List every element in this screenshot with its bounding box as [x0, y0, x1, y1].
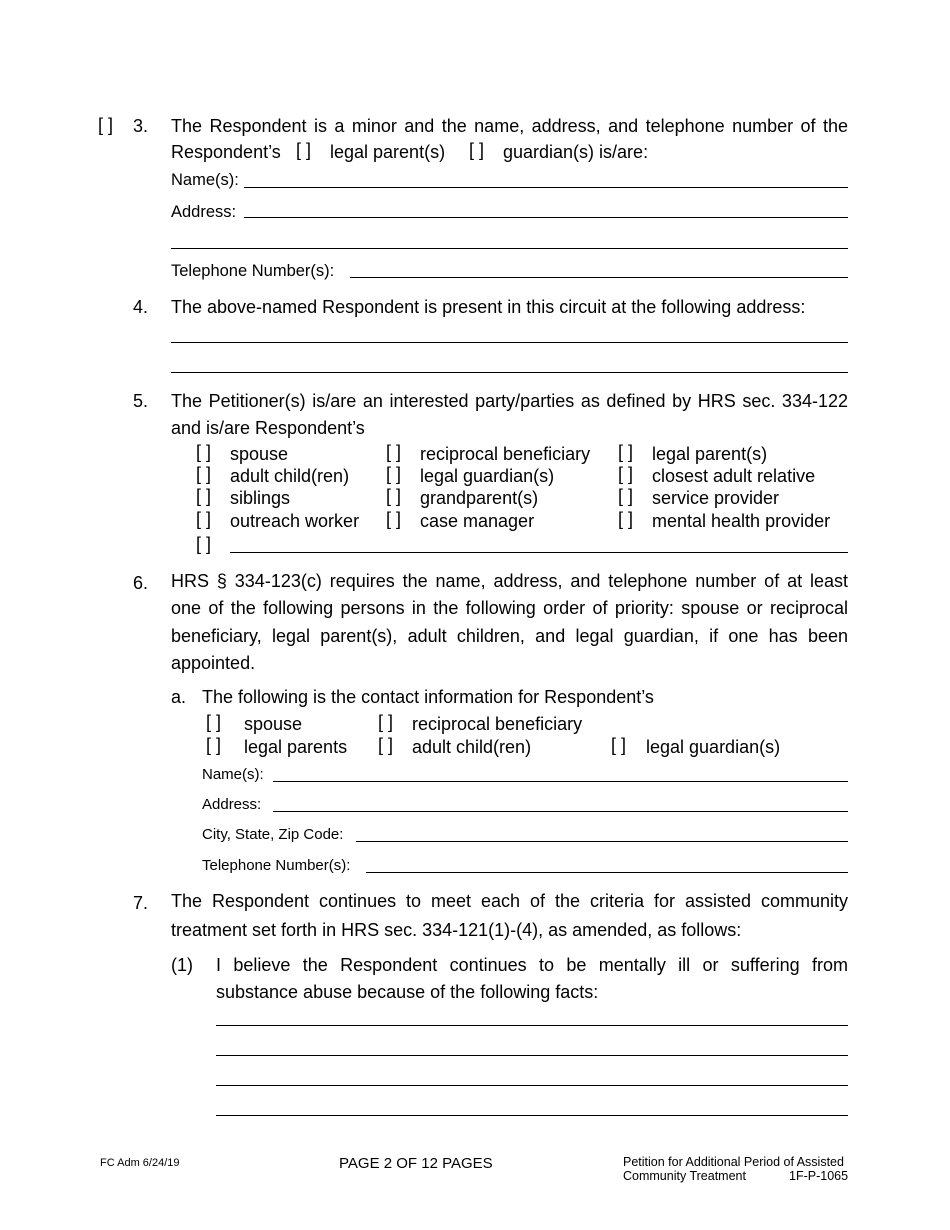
item6-text-line1: HRS § 334-123(c) requires the name, address, and telephone number of at least	[171, 571, 848, 591]
closest-adult-relative-checkbox[interactable]: [ ]	[618, 464, 634, 484]
contact-reciprocal-beneficiary-checkbox[interactable]: [ ]	[378, 712, 394, 732]
outreach-worker-label: outreach worker	[230, 511, 360, 531]
item6-text-line2: one of the following persons in the following order of priority: spouse or reciprocal	[171, 598, 848, 618]
case-manager-label: case manager	[420, 511, 535, 531]
adult-children-checkbox[interactable]: [ ]	[196, 464, 212, 484]
present-address-field-line2[interactable]	[171, 372, 848, 373]
item3-text-line2: Respondent’s	[171, 142, 281, 162]
contact-spouse-checkbox[interactable]: [ ]	[206, 712, 222, 732]
item7-text-line1: The Respondent continues to meet each of the criteria for assisted community	[171, 891, 848, 911]
telephone-field[interactable]	[350, 277, 848, 278]
spouse-label: spouse	[230, 444, 289, 464]
case-manager-checkbox[interactable]: [ ]	[386, 509, 402, 529]
outreach-worker-checkbox[interactable]: [ ]	[196, 509, 212, 529]
item3-number: 3.	[133, 116, 149, 136]
other-relationship-field[interactable]	[230, 552, 848, 553]
contact-legal-parents-label: legal parents	[244, 737, 348, 757]
contact-telephone-label: Telephone Number(s):	[202, 857, 351, 874]
names-label: Name(s):	[171, 171, 239, 189]
contact-names-label: Name(s):	[202, 766, 264, 783]
item7-sub1-text-line1: I believe the Respondent continues to be mentally ill or suffering from	[216, 955, 848, 975]
legal-parents-checkbox[interactable]: [ ]	[618, 442, 634, 462]
footer-title-line1: Petition for Additional Period of Assisted	[623, 1155, 844, 1169]
item5-number: 5.	[133, 391, 149, 411]
contact-legal-guardian-label: legal guardian(s)	[646, 737, 781, 757]
mental-health-provider-label: mental health provider	[652, 511, 831, 531]
guardian-checkbox[interactable]: [ ]	[469, 140, 485, 160]
grandparents-label: grandparent(s)	[420, 488, 539, 508]
address-label: Address:	[171, 203, 237, 221]
contact-spouse-label: spouse	[244, 714, 303, 734]
contact-names-field[interactable]	[273, 781, 848, 782]
reciprocal-beneficiary-checkbox[interactable]: [ ]	[386, 442, 402, 462]
contact-adult-children-checkbox[interactable]: [ ]	[378, 735, 394, 755]
contact-city-field[interactable]	[356, 841, 848, 842]
contact-address-field[interactable]	[273, 811, 848, 812]
siblings-checkbox[interactable]: [ ]	[196, 486, 212, 506]
item6a-letter: a.	[171, 687, 187, 707]
item7-sub1-text-line2: substance abuse because of the following facts:	[216, 982, 599, 1002]
footer-page-number: PAGE 2 OF 12 PAGES	[339, 1155, 493, 1172]
item6-text-line3: beneficiary, legal parent(s), adult children, and legal guardian, if one has been	[171, 626, 848, 646]
item5-text-line1: The Petitioner(s) is/are an interested party/parties as defined by HRS sec. 334-122	[171, 391, 848, 411]
legal-parents-label: legal parent(s)	[652, 444, 768, 464]
telephone-label: Telephone Number(s):	[171, 262, 335, 280]
item4-text: The above-named Respondent is present in this circuit at the following address:	[171, 297, 806, 317]
address-field[interactable]	[244, 217, 848, 218]
closest-adult-relative-label: closest adult relative	[652, 466, 816, 486]
address-field-line2[interactable]	[171, 248, 848, 249]
item6a-text: The following is the contact information for Respondent’s	[202, 687, 654, 707]
contact-telephone-field[interactable]	[366, 872, 848, 873]
guardian-label: guardian(s) is/are:	[503, 142, 649, 162]
legal-guardian-label: legal guardian(s)	[420, 466, 555, 486]
contact-city-label: City, State, Zip Code:	[202, 826, 344, 843]
facts-field-line4[interactable]	[216, 1115, 848, 1116]
item7-text-line2: treatment set forth in HRS sec. 334-121(1)-(4), as amended, as follows:	[171, 920, 742, 940]
footer-form-number: 1F-P-1065	[789, 1169, 849, 1183]
grandparents-checkbox[interactable]: [ ]	[386, 486, 402, 506]
legal-parent-checkbox[interactable]: [ ]	[296, 140, 312, 160]
siblings-label: siblings	[230, 488, 291, 508]
contact-legal-guardian-checkbox[interactable]: [ ]	[611, 735, 627, 755]
facts-field-line3[interactable]	[216, 1085, 848, 1086]
legal-guardian-checkbox[interactable]: [ ]	[386, 464, 402, 484]
item4-number: 4.	[133, 297, 149, 317]
item6-text-line4: appointed.	[171, 653, 256, 673]
service-provider-label: service provider	[652, 488, 780, 508]
present-address-field-line1[interactable]	[171, 342, 848, 343]
other-checkbox[interactable]: [ ]	[196, 534, 212, 554]
contact-reciprocal-beneficiary-label: reciprocal beneficiary	[412, 714, 583, 734]
service-provider-checkbox[interactable]: [ ]	[618, 486, 634, 506]
item3-text-line1: The Respondent is a minor and the name, address, and telephone number of the	[171, 116, 848, 136]
adult-children-label: adult child(ren)	[230, 466, 350, 486]
contact-address-label: Address:	[202, 796, 262, 813]
item6-number: 6.	[133, 573, 149, 593]
legal-parent-label: legal parent(s)	[330, 142, 446, 162]
footer-title-line2: Community Treatment	[623, 1169, 746, 1183]
item5-text-line2: and is/are Respondent’s	[171, 418, 365, 438]
spouse-checkbox[interactable]: [ ]	[196, 442, 212, 462]
item7-number: 7.	[133, 893, 149, 913]
item3-checkbox[interactable]: [ ]	[98, 115, 114, 135]
reciprocal-beneficiary-label: reciprocal beneficiary	[420, 444, 591, 464]
facts-field-line2[interactable]	[216, 1055, 848, 1056]
item7-sub1-number: (1)	[171, 955, 193, 975]
contact-legal-parents-checkbox[interactable]: [ ]	[206, 735, 222, 755]
contact-adult-children-label: adult child(ren)	[412, 737, 532, 757]
facts-field-line1[interactable]	[216, 1025, 848, 1026]
footer-form-id: FC Adm 6/24/19	[100, 1157, 180, 1169]
mental-health-provider-checkbox[interactable]: [ ]	[618, 509, 634, 529]
names-field[interactable]	[244, 187, 848, 188]
